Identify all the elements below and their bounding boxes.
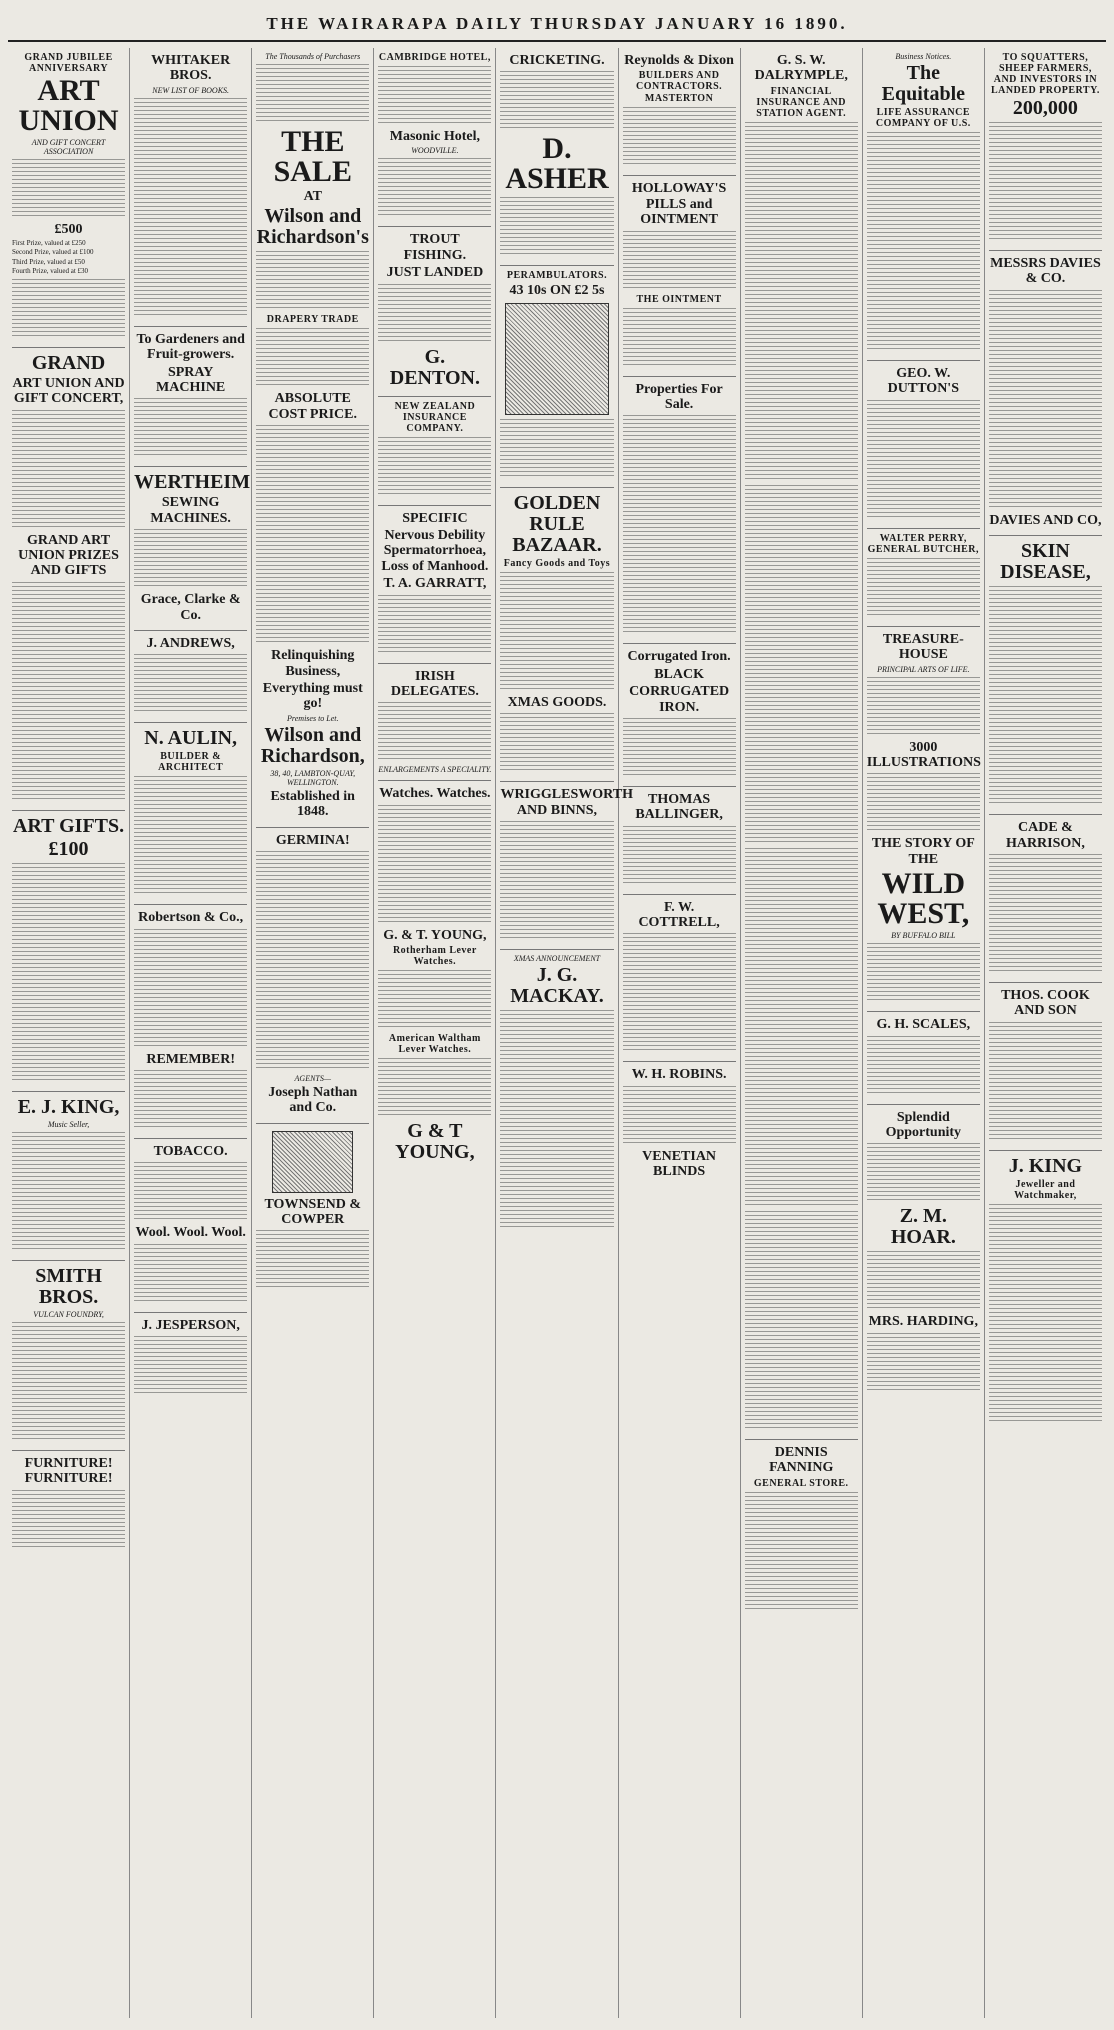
- hotel-text: [378, 66, 491, 126]
- wilson-richardson-ad: [256, 48, 369, 828]
- address: 38, 40, LAMBTON-QUAY, WELLINGTON.: [270, 768, 356, 787]
- king-name: E. J. KING,: [17, 1095, 120, 1118]
- tobacco-ad: [134, 1139, 247, 1313]
- concert-body-text: [12, 410, 125, 530]
- sewing-title: SEWING MACHINES.: [150, 495, 231, 526]
- grand-art-union-ad: [12, 348, 125, 811]
- squatters-title: TO SQUATTERS, SHEEP FARMERS, AND INVESTORS IN LANDED PROPERTY.: [990, 52, 1100, 96]
- spray-text: [134, 398, 247, 458]
- perambulators-title: PERAMBULATORS.: [506, 270, 608, 282]
- jubilee-heading: GRAND JUBILEE ANNIVERSARY: [24, 52, 113, 74]
- prize-4: Fourth Prize, valued at £30: [12, 266, 89, 275]
- art-gift-concert: ART UNION AND GIFT CONCERT,: [12, 375, 125, 407]
- robins-text: [623, 1086, 736, 1146]
- cricketing-title: CRICKETING.: [509, 53, 605, 68]
- remember-heading: REMEMBER!: [146, 1051, 235, 1067]
- garratt-title: T. A. GARRATT,: [383, 576, 487, 592]
- cottrell-text: [623, 933, 736, 1053]
- spray-machine-ad: [134, 327, 247, 468]
- relinquishing: Relinquishing Business,: [271, 648, 355, 679]
- ballinger-ad: [623, 787, 736, 895]
- wrigglesworth-ad: [500, 782, 633, 950]
- young-title: G. & T. YOUNG,: [383, 927, 487, 943]
- wool-title: Wool. Wool. Wool.: [135, 1225, 246, 1241]
- perambulator-ad: [500, 266, 613, 487]
- dalrymple-subtitle: FINANCIAL INSURANCE AND STATION AGENT.: [756, 85, 847, 119]
- properties-title: Properties For Sale.: [635, 381, 723, 412]
- grand-heading: GRAND: [31, 351, 106, 374]
- masonic-text: [378, 158, 491, 218]
- prize-1: First Prize, valued at £250: [12, 239, 86, 248]
- black-title: BLACK: [654, 666, 704, 682]
- butcher-title: WALTER PERRY, GENERAL BUTCHER,: [867, 532, 979, 555]
- art-union-more-text: [12, 279, 125, 339]
- ointment-text: [623, 308, 736, 368]
- agency-text: [745, 1211, 858, 1431]
- squatters-ad: [989, 48, 1102, 251]
- smith-text: [12, 1322, 125, 1442]
- cottrell-title: F. W. COTTRELL,: [638, 899, 720, 931]
- harding-title: MRS. HARDING,: [868, 1314, 978, 1330]
- watches-ad: [378, 781, 491, 1170]
- cook-ad: [989, 983, 1102, 1151]
- wrigglesworth-title: WRIGGLESWORTH AND BINNS,: [500, 787, 633, 818]
- art-union-body-text: [12, 159, 125, 219]
- grace-clarke: Grace, Clarke & Co.: [140, 592, 241, 623]
- art-gifts-ad: [12, 811, 125, 1092]
- treasure-text: [867, 677, 980, 737]
- treasure-house-ad: [867, 627, 980, 1012]
- jesperson-title: J. JESPERSON,: [141, 1317, 240, 1333]
- art-union-subtitle: AND GIFT CONCERT ASSOCIATION: [31, 138, 106, 156]
- nathan-title: Joseph Nathan and Co.: [268, 1084, 358, 1116]
- harding-text: [867, 1333, 980, 1393]
- equitable-text: [867, 132, 980, 352]
- the-sale: THE SALE: [273, 125, 352, 188]
- specific-ad: [378, 506, 491, 664]
- butcher-text: [867, 558, 980, 618]
- squatters-text: [989, 122, 1102, 242]
- fanning-title: DENNIS FANNING: [769, 1444, 834, 1476]
- column-9: [985, 48, 1106, 2018]
- smith-title: SMITH BROS.: [35, 1264, 102, 1308]
- robertson-ad: [134, 905, 247, 1139]
- prize-list-text: [12, 582, 125, 802]
- king-text: [12, 1132, 125, 1252]
- specific-title: SPECIFIC: [402, 510, 468, 526]
- nervous-debility: Nervous Debility Spermatorrhoea, Loss of Manhood.: [381, 527, 489, 574]
- whitaker-subtitle: NEW LIST OF BOOKS.: [152, 85, 230, 95]
- art-union-title: ART UNION: [18, 74, 119, 137]
- cook-text: [989, 1022, 1102, 1142]
- gardeners-heading: To Gardeners and Fruit-growers.: [136, 331, 245, 363]
- mackay-text: [500, 1010, 613, 1230]
- waltham-text: [378, 1058, 491, 1118]
- scales-text: [867, 1036, 980, 1096]
- tobacco-title: TOBACCO.: [153, 1144, 228, 1160]
- butcher-ad: [867, 529, 980, 627]
- mackay-ad: [500, 950, 613, 1238]
- builders-title: BUILDERS AND CONTRACTORS.: [636, 70, 723, 93]
- insurance-text: [378, 437, 491, 497]
- columns: [8, 48, 1106, 2018]
- wild-west-title: WILD WEST,: [877, 867, 970, 931]
- king-jeweller-ad: [989, 1151, 1102, 1432]
- wilson-richardson-2: Wilson and Richardson,: [260, 723, 365, 767]
- davies-title: MESSRS DAVIES & CO.: [990, 256, 1101, 287]
- robins-ad: [623, 1062, 736, 1186]
- garratt-text: [378, 595, 491, 655]
- reynolds-ad: [623, 48, 736, 176]
- goods-list: [256, 425, 369, 645]
- equitable-subtitle: LIFE ASSURANCE COMPANY OF U.S.: [875, 107, 971, 129]
- townsend-text: [256, 1230, 369, 1290]
- aulin-title: N. AULIN,: [144, 727, 238, 750]
- spray-title: SPRAY MACHINE: [156, 364, 226, 395]
- cade-title: CADE & HARRISON,: [1005, 820, 1085, 851]
- irish-text: [378, 702, 491, 762]
- farms-list-text: [745, 485, 858, 845]
- art-gifts-title: ART GIFTS.: [12, 814, 125, 837]
- prizes-heading: GRAND ART UNION PRIZES AND GIFTS: [18, 532, 119, 579]
- andrews-title: J. ANDREWS,: [146, 635, 235, 651]
- cambridge-hotel: CAMBRIDGE HOTEL,: [378, 52, 491, 63]
- column-7: [741, 48, 863, 2018]
- equitable-title: The Equitable: [881, 62, 965, 105]
- corrugated-ad: [623, 644, 736, 787]
- splendid-ad: [867, 1105, 980, 1401]
- treasure-house-title: TREASURE-HOUSE: [882, 631, 964, 663]
- skin-disease-title: SKIN DISEASE,: [1000, 540, 1091, 584]
- masonic-location: WOODVILLE.: [411, 146, 459, 156]
- pram-text: [500, 419, 613, 479]
- golden-rule-title: GOLDEN RULE BAZAAR.: [512, 491, 602, 556]
- reynolds-text: [623, 107, 736, 167]
- art-union-ad: [12, 48, 125, 348]
- masthead: THE WAIRARAPA DAILY THURSDAY JANUARY 16 1890.: [8, 14, 1106, 42]
- xmas-text: [500, 713, 613, 773]
- sections-list-text: [745, 848, 858, 1208]
- prize-3: Third Prize, valued at £50: [12, 257, 85, 266]
- reynolds-title: Reynolds & Dixon: [624, 53, 734, 68]
- whitaker-book-list: [134, 98, 247, 318]
- rotherham-text: [378, 970, 491, 1030]
- ointment-title: THE OINTMENT: [636, 293, 722, 305]
- saddle-illustration: [272, 1131, 353, 1193]
- column-4: [374, 48, 496, 2018]
- dutton-title: GEO. W. DUTTON'S: [887, 366, 959, 397]
- cook-title: THOS. COOK AND SON: [1001, 987, 1090, 1019]
- holloways-text: [623, 231, 736, 291]
- wool-text: [134, 1244, 247, 1304]
- germina-title: GERMINA!: [275, 832, 350, 848]
- watches-title: Watches. Watches.: [379, 786, 491, 802]
- column-6: [619, 48, 741, 2018]
- dutton-ad: [867, 361, 980, 529]
- properties-ad: [623, 377, 736, 645]
- furniture-title: FURNITURE! FURNITURE!: [24, 1455, 113, 1487]
- fancy-goods: Fancy Goods and Toys: [503, 557, 611, 569]
- drapery-trade: DRAPERY TRADE: [266, 314, 359, 326]
- at-word: AT: [303, 189, 322, 204]
- waltham-title: American Waltham Lever Watches.: [388, 1033, 481, 1056]
- corrugated-title: Corrugated Iron.: [627, 649, 731, 665]
- thousands-heading: The Thousands of Purchasers: [265, 52, 361, 61]
- dalrymple-ad: [745, 48, 858, 1440]
- robertson-text: [134, 929, 247, 1049]
- equitable-ad: [867, 48, 980, 361]
- gift-value: £100: [48, 837, 89, 860]
- dutton-text: [867, 400, 980, 520]
- prize-2: Second Prize, valued at £100: [12, 248, 94, 257]
- hotel-ad: [378, 48, 491, 227]
- aulin-text: [134, 776, 247, 896]
- station-list-text: [745, 122, 858, 482]
- column-5: [496, 48, 633, 2018]
- robins-title: W. H. ROBINS.: [631, 1067, 727, 1083]
- cade-ad: [989, 815, 1102, 983]
- insurance-ad: [378, 397, 491, 506]
- art-gifts-text: [12, 863, 125, 1083]
- nz-insurance: NEW ZEALAND INSURANCE COMPANY.: [394, 400, 476, 434]
- hoar-text: [867, 1251, 980, 1311]
- asher-title: D. ASHER: [505, 132, 609, 196]
- column-3: [252, 48, 374, 2018]
- just-landed: JUST LANDED: [386, 265, 484, 281]
- cottrell-ad: [623, 895, 736, 1063]
- splendid-title: Splendid Opportunity: [885, 1109, 962, 1140]
- davies-text: [989, 290, 1102, 510]
- wilson-richardson: Wilson and Richardson's: [256, 205, 369, 249]
- skin-text: [989, 586, 1102, 806]
- enlargements: ENLARGEMENTS A SPECIALITY.: [378, 765, 492, 775]
- furniture-text: [12, 1490, 125, 1550]
- asher-text: [500, 197, 613, 257]
- townsend-title: TOWNSEND & COWPER: [264, 1196, 362, 1228]
- column-2: [130, 48, 252, 2018]
- aulin-subtitle: BUILDER & ARCHITECT: [158, 751, 224, 774]
- watches-text: [378, 805, 491, 925]
- xmas-announcement: XMAS ANNOUNCEMENT: [513, 953, 601, 963]
- young-title-2: G & T YOUNG,: [395, 1120, 475, 1164]
- scales-title: G. H. SCALES,: [876, 1017, 971, 1033]
- whitaker-title: WHITAKER BROS.: [151, 53, 231, 84]
- king-music-ad: [12, 1092, 125, 1261]
- xmas-goods: XMAS GOODS.: [507, 694, 607, 710]
- germina-text: [256, 851, 369, 1071]
- hoar-title: Z. M. HOAR.: [890, 1205, 956, 1249]
- furniture-ad: [12, 1451, 125, 1558]
- smith-subtitle: VULCAN FOUNDRY,: [33, 1309, 104, 1319]
- properties-text: [623, 415, 736, 635]
- principal-arts: PRINCIPAL ARTS OF LIFE.: [877, 664, 970, 674]
- rotherham-title: Rotherham Lever Watches.: [392, 945, 477, 968]
- scales-ad: [867, 1012, 980, 1104]
- pram-prices: 43 10s ON £2 5s: [509, 283, 605, 299]
- column-1: [8, 48, 130, 2018]
- absolute-cost: ABSOLUTE COST PRICE.: [268, 391, 357, 422]
- ballinger-title: THOMAS BALLINGER,: [635, 791, 723, 823]
- masterton-label: MASTERTON: [644, 93, 714, 105]
- tobacco-text: [134, 1162, 247, 1222]
- golden-rule-text: [500, 572, 613, 692]
- sale-text: [256, 251, 369, 311]
- aulin-ad: [134, 723, 247, 905]
- townsend-ad: [256, 1124, 369, 1299]
- art-union-value: £500: [54, 222, 83, 237]
- andrews-text: [134, 654, 247, 714]
- corrugated-title-2: CORRUGATED IRON.: [629, 684, 730, 715]
- mackay-title: J. G. MACKAY.: [510, 963, 604, 1007]
- wrigglesworth-text: [500, 821, 613, 941]
- robertson-title: Robertson & Co.,: [138, 910, 244, 926]
- fanning-text: [745, 1492, 858, 1612]
- king-subtitle: Music Seller,: [47, 1119, 90, 1129]
- perambulator-illustration: [505, 303, 609, 415]
- drapery-text: [256, 328, 369, 388]
- illustrations-count: 3000 ILLUSTRATIONS: [866, 739, 981, 770]
- holloways-title: HOLLOWAY'S PILLS and OINTMENT: [631, 181, 727, 228]
- acres-figure: 200,000: [1012, 97, 1078, 119]
- corrugated-text: [623, 718, 736, 778]
- established: Established in 1848.: [270, 788, 355, 820]
- irish-title: IRISH DELEGATES.: [390, 668, 479, 699]
- irish-delegates-ad: [378, 664, 491, 782]
- agents-label: AGENTS—: [294, 1073, 331, 1083]
- venetian-title: VENETIAN BLINDS: [642, 1148, 717, 1180]
- masonic-hotel: Masonic Hotel,: [389, 129, 480, 144]
- whitaker-ad: [134, 48, 247, 327]
- everything-must-go: Everything must go!: [262, 680, 363, 712]
- jesperson-text: [134, 1336, 247, 1396]
- illustrations-text: [867, 773, 980, 833]
- trout-title: TROUT FISHING.: [403, 232, 467, 263]
- buffalo-bill: BY BUFFALO BILL: [891, 931, 956, 941]
- sewing-text: [134, 529, 247, 589]
- andrews-ad: [134, 631, 247, 723]
- story-of-the: THE STORY OF THE: [871, 836, 975, 867]
- golden-rule-ad: [500, 488, 613, 782]
- splendid-text: [867, 1143, 980, 1203]
- davies-ad: [989, 251, 1102, 536]
- denton-title: G. DENTON.: [389, 345, 480, 389]
- general-store: GENERAL STORE.: [753, 1477, 849, 1489]
- business-notices: Business Notices.: [895, 52, 952, 61]
- trout-text: [378, 284, 491, 344]
- wertheim-title: WERTHEIM: [134, 471, 251, 494]
- cade-text: [989, 854, 1102, 974]
- king-subtitle: Jeweller and Watchmaker,: [1014, 1178, 1077, 1201]
- germina-ad: [256, 828, 369, 1124]
- ballinger-text: [623, 826, 736, 886]
- smith-bros-ad: [12, 1261, 125, 1451]
- skin-disease-ad: [989, 536, 1102, 815]
- davies-title-2: DAVIES AND CO,: [989, 512, 1102, 528]
- premises-to-let: Premises to Let.: [287, 713, 339, 723]
- wild-west-text: [867, 943, 980, 1003]
- holloways-ad: [623, 176, 736, 376]
- jesperson-ad: [134, 1313, 247, 1404]
- dalrymple-title: G. S. W. DALRYMPLE,: [754, 53, 848, 84]
- cricket-text: [500, 71, 613, 131]
- remember-text: [134, 1070, 247, 1130]
- column-8: [863, 48, 985, 2018]
- fanning-ad: [745, 1440, 858, 1620]
- trout-ad: [378, 227, 491, 396]
- king-text: [989, 1204, 1102, 1424]
- intro-text: [256, 64, 369, 124]
- king-title: J. KING: [1008, 1154, 1083, 1177]
- cricket-ad: [500, 48, 613, 266]
- wertheim-ad: [134, 467, 251, 631]
